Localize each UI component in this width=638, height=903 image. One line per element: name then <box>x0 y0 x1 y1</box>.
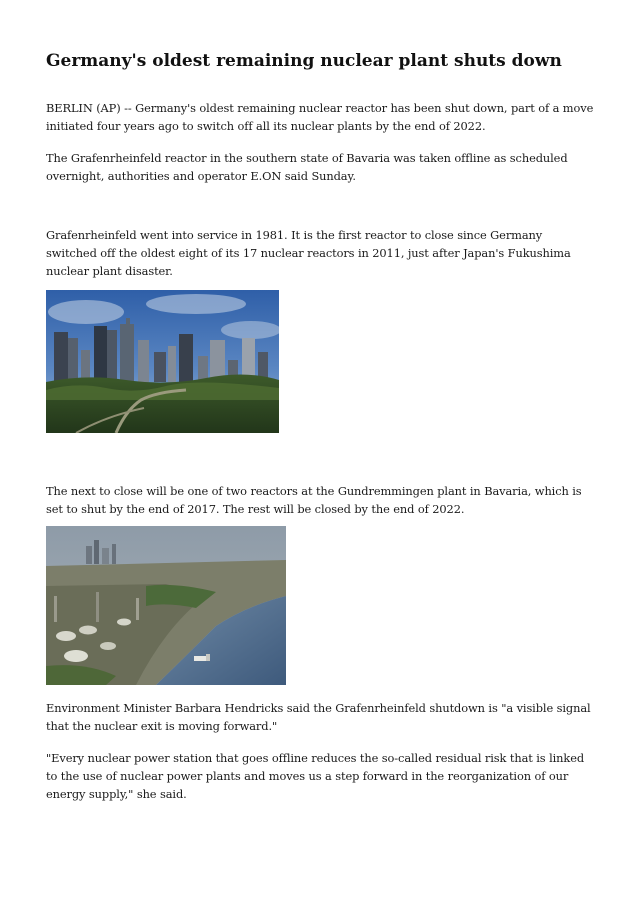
article-paragraph-3: Grafenrheinfeld went into service in 1981. It is the first reactor to close since Germany switched off the oldest eight of its 17 nuclear reactors in 2011, just after Japan's Fukushima nuclear plant disaster. <box>46 228 571 278</box>
article-paragraph-1: BERLIN (AP) -- Germany's oldest remaining nuclear reactor has been shut down, part of a move initiated four years ago to switch off all its nuclear plants by the end of 2022. <box>46 101 594 133</box>
article-paragraph-5: Environment Minister Barbara Hendricks said the Grafenrheinfeld shutdown is "a visible signal that the nuclear exit is moving forward." <box>46 701 591 733</box>
article-paragraph-4: The next to close will be one of two reactors at the Gundremmingen plant in Bavaria, which is set to shut by the end of 2017. The rest will be closed by the end of 2022. <box>46 484 582 516</box>
city-skyline-photo <box>46 290 279 433</box>
article-title: Germany's oldest remaining nuclear plant shuts down <box>46 51 562 71</box>
industrial-river-photo <box>46 526 286 685</box>
article-paragraph-6: "Every nuclear power station that goes offline reduces the so-called residual risk that is linked to the use of nuclear power plants and moves us a step forward in the reorganization of our energy supply," she said. <box>46 751 585 801</box>
article-paragraph-2: The Grafenrheinfeld reactor in the southern state of Bavaria was taken offline as scheduled overnight, authorities and operator E.ON said Sunday. <box>46 151 568 183</box>
